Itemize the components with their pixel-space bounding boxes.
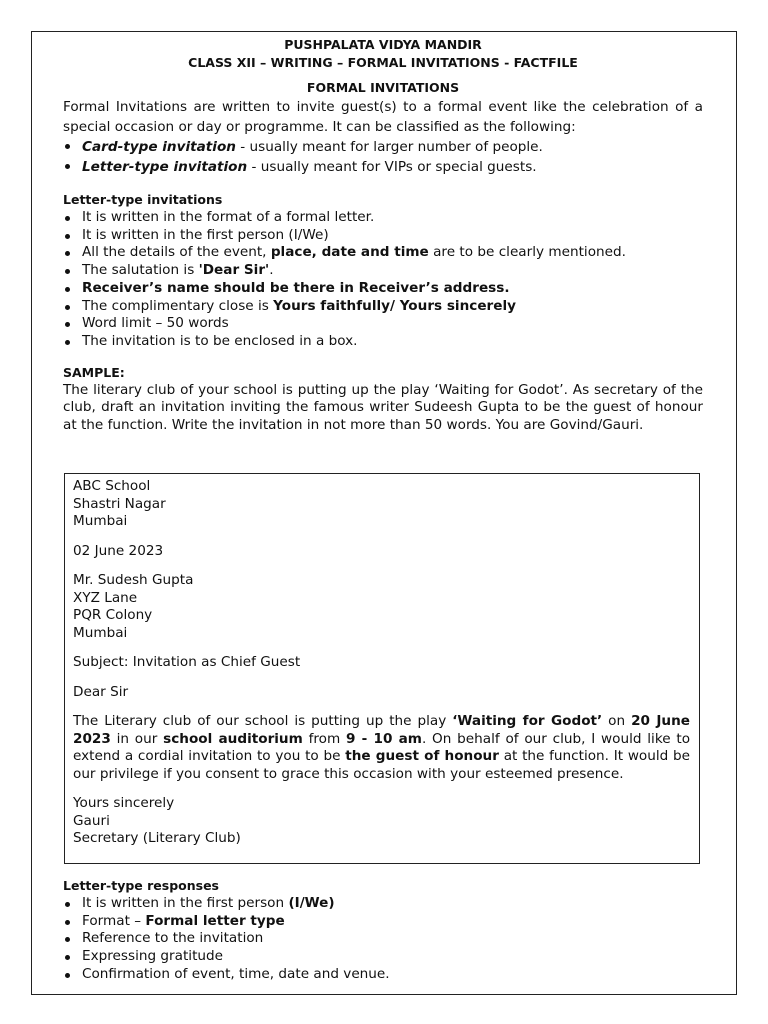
bold-text: Yours faithfully/ Yours sincerely [273, 297, 516, 314]
list-item [63, 895, 703, 913]
address-line: ABC School [73, 478, 151, 494]
text: . [269, 262, 274, 279]
bold-text: school auditorium [163, 730, 303, 747]
invitation-types-list [63, 137, 703, 177]
address-line: PQR Colony [73, 607, 153, 623]
text: It is written in the first person [82, 895, 289, 911]
text: All the details of the event, [82, 244, 271, 261]
letter-date: 02 June 2023 [73, 542, 164, 559]
text: The Literary club of our school is putting up the play [73, 713, 453, 729]
list-item [63, 298, 703, 316]
responses-section [63, 877, 703, 984]
type-name: Letter-type invitation [82, 159, 248, 175]
list-item: Word limit – 50 words [63, 315, 703, 333]
letter-signature: Gauri [73, 812, 110, 829]
list-item: It is written in the first person (I/We) [63, 227, 703, 245]
bold-text: 9 - 10 am [346, 730, 422, 747]
list-item [63, 280, 703, 298]
list-item [63, 244, 703, 262]
text: at the function. It would be our privilege if you consent to grace this occasion with your esteemed presence. [73, 748, 691, 782]
address-line: XYZ Lane [73, 589, 138, 606]
list-item [63, 157, 703, 177]
text: in our [110, 730, 164, 747]
list-item: It is written in the format of a formal letter. [63, 209, 703, 227]
bold-text: (I/We) [288, 895, 335, 911]
document-content [63, 36, 703, 435]
list-item: Reference to the invitation [63, 930, 703, 948]
course-line: CLASS XII – WRITING – FORMAL INVITATIONS - FACTFILE [188, 55, 578, 70]
page-title: FORMAL INVITATIONS [306, 80, 460, 95]
bold-text: Formal letter type [145, 912, 285, 929]
letter-type-points [63, 209, 703, 351]
intro-paragraph: Formal Invitations are written to invite guest(s) to a formal event like the celebration of a special occasion or day or programme. It can be classified as the following: [63, 99, 703, 135]
bold-text: the guest of honour [345, 748, 499, 764]
address-line: Shastri Nagar [73, 495, 166, 512]
letter-subject: Subject: Invitation as Chief Guest [73, 654, 301, 670]
address-line: Mr. Sudesh Gupta [73, 572, 194, 588]
address-line: Mumbai [73, 624, 128, 641]
list-item [63, 137, 703, 157]
list-item: The invitation is to be enclosed in a box. [63, 333, 703, 351]
bold-text: place, date and time [270, 244, 429, 261]
list-item: Expressing gratitude [63, 948, 703, 966]
responses-heading: Letter-type responses [63, 878, 219, 893]
letter-body [73, 713, 690, 783]
address-line: Mumbai [73, 513, 128, 529]
school-name: PUSHPALATA VIDYA MANDIR [284, 37, 482, 52]
bold-text: 20 June 2023 [73, 713, 690, 747]
list-item: Confirmation of event, time, date and venue. [63, 966, 703, 984]
letter-type-heading: Letter-type invitations [63, 192, 223, 207]
sample-letter-box [64, 473, 700, 864]
text: The complimentary close is [82, 297, 274, 314]
text: are to be clearly mentioned. [428, 244, 626, 261]
bold-text: Receiver’s name should be there in Receiver’s address. [82, 279, 510, 296]
text: from [302, 730, 346, 747]
sender-address [73, 478, 690, 531]
sample-prompt: The literary club of your school is putting up the play ‘Waiting for Godot’. As secretary of the club, draft an invitation inviting the famous writer Sudeesh Gupta to be the guest of honour at the function. Write the invitation in not more than 50 words. You are Govind/Gauri. [63, 381, 703, 434]
text: The salutation is [82, 262, 199, 279]
receiver-address [73, 572, 690, 642]
bold-text: 'Dear Sir' [198, 262, 270, 279]
list-item [63, 913, 703, 931]
letter-closing: Yours sincerely [73, 795, 175, 811]
text: Format – [82, 912, 146, 929]
letter-designation: Secretary (Literary Club) [73, 830, 241, 846]
type-description: - usually meant for larger number of people. [235, 139, 543, 155]
bold-text: ‘Waiting for Godot’ [452, 713, 603, 729]
list-item [63, 262, 703, 280]
text: on [602, 713, 632, 729]
type-description: - usually meant for VIPs or special guests. [247, 159, 537, 175]
sample-label: SAMPLE: [63, 364, 125, 380]
letter-salutation: Dear Sir [73, 683, 129, 700]
type-name: Card-type invitation [82, 139, 236, 155]
text: . On behalf of our club, I would like to extend a cordial invitation to you to be [73, 730, 691, 764]
responses-points [63, 895, 703, 984]
